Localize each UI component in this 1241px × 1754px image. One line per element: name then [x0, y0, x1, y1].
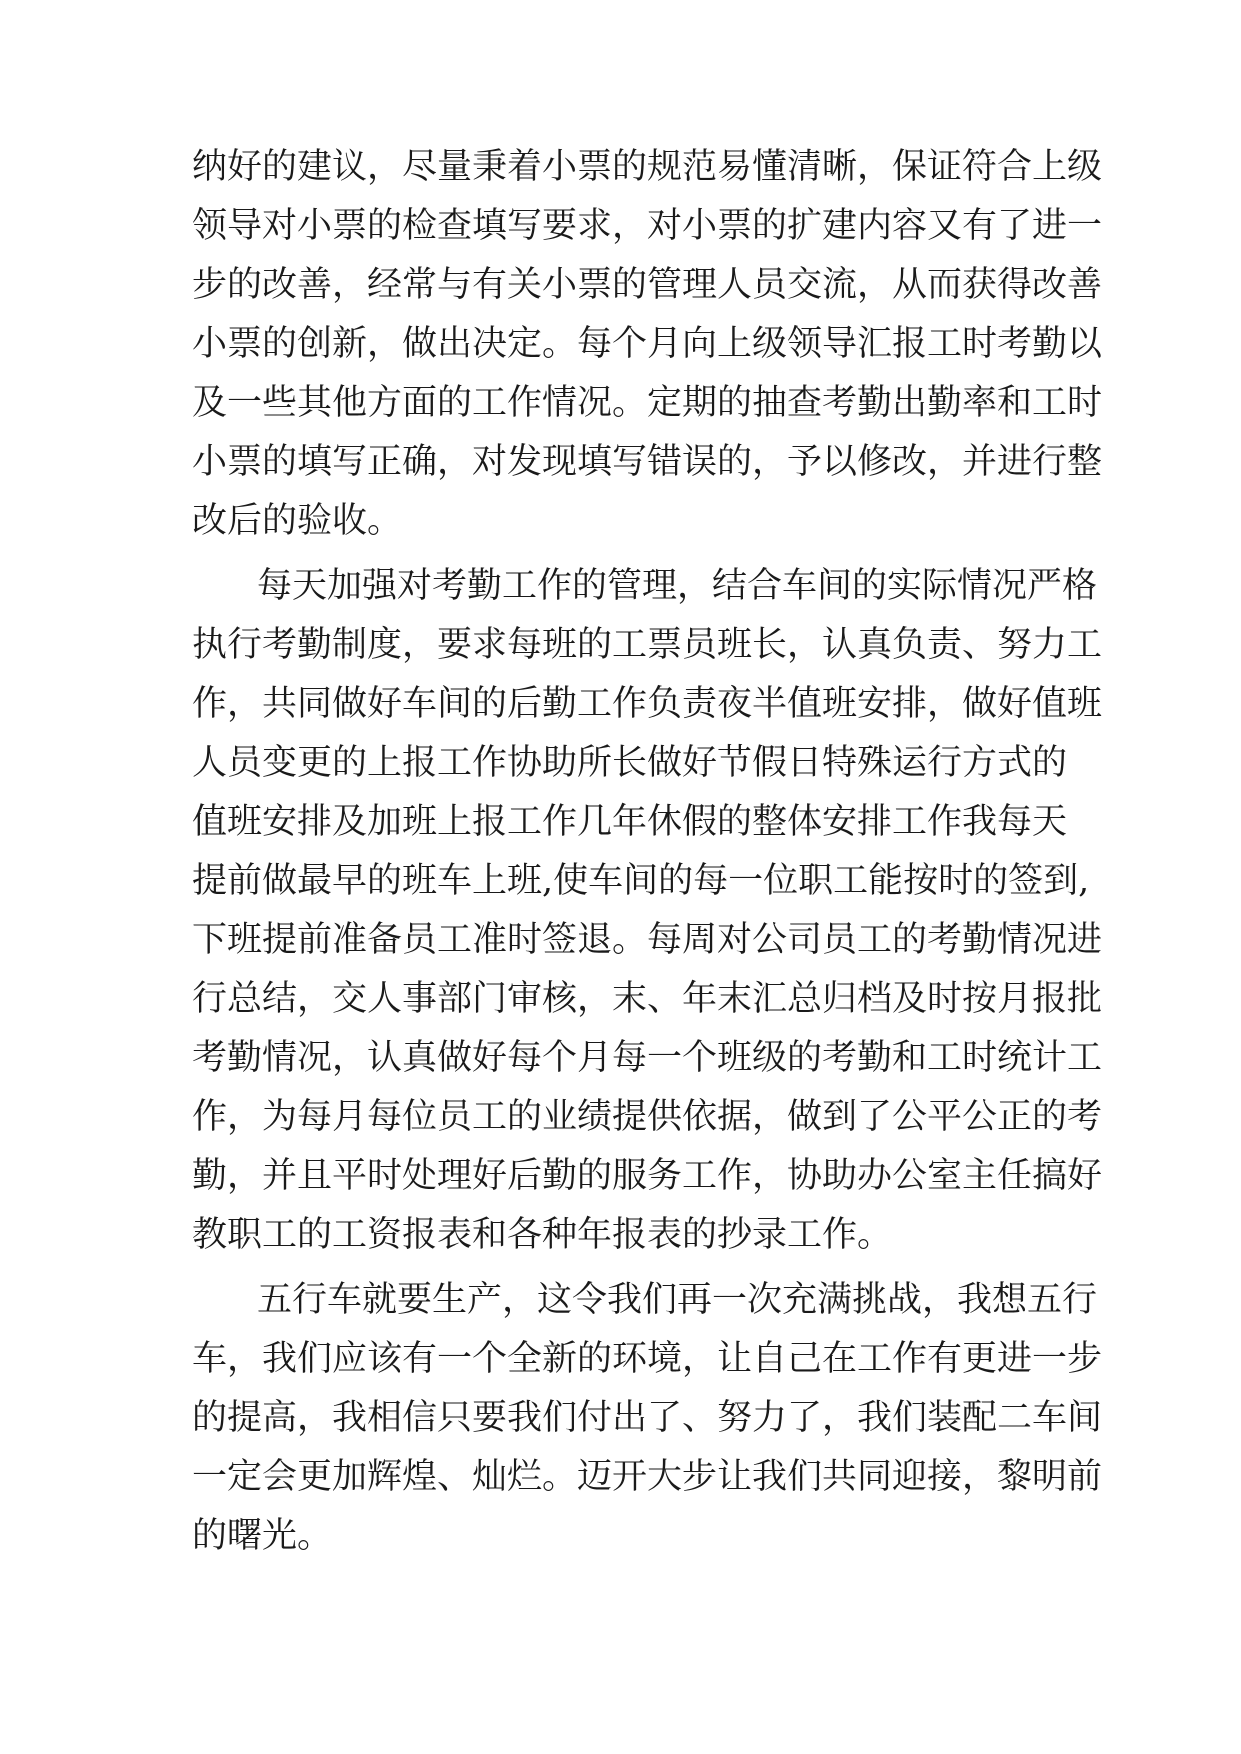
paragraph-line: 下班提前准备员工准时签退。每周对公司员工的考勤情况进 — [192, 920, 1103, 960]
paragraph-line: 五行车就要生产，这令我们再一次充满挑战，我想五行 — [257, 1280, 1098, 1320]
paragraph-line: 的提高，我相信只要我们付出了、努力了，我们装配二车间 — [192, 1398, 1103, 1438]
paragraph-line: 作，共同做好车间的后勤工作负责夜半值班安排，做好值班 — [192, 684, 1103, 724]
paragraph-line: 行总结，交人事部门审核，末、年末汇总归档及时按月报批 — [192, 979, 1103, 1019]
paragraph-line: 教职工的工资报表和各种年报表的抄录工作。 — [192, 1215, 893, 1255]
paragraph-line: 执行考勤制度，要求每班的工票员班长，认真负责、努力工 — [192, 625, 1103, 665]
paragraph-line: 小票的创新，做出决定。每个月向上级领导汇报工时考勤以 — [192, 324, 1103, 364]
paragraph-line: 每天加强对考勤工作的管理，结合车间的实际情况严格 — [257, 566, 1098, 606]
paragraph-line: 及一些其他方面的工作情况。定期的抽查考勤出勤率和工时 — [192, 383, 1103, 423]
paragraph-line: 值班安排及加班上报工作几年休假的整体安排工作我每天 — [192, 802, 1068, 842]
paragraph-line: 小票的填写正确，对发现填写错误的，予以修改，并进行整 — [192, 442, 1103, 482]
paragraph-line: 车，我们应该有一个全新的环境，让自己在工作有更进一步 — [192, 1339, 1103, 1379]
paragraph-line: 人员变更的上报工作协助所长做好节假日特殊运行方式的 — [192, 743, 1068, 783]
paragraph-line: 改后的验收。 — [192, 501, 403, 541]
paragraph-line: 勤，并且平时处理好后勤的服务工作，协助办公室主任搞好 — [192, 1156, 1103, 1196]
paragraph-line: 纳好的建议，尽量秉着小票的规范易懂清晰，保证符合上级 — [192, 147, 1103, 187]
paragraph-line: 领导对小票的检查填写要求，对小票的扩建内容又有了进一 — [192, 206, 1103, 246]
paragraph-line: 考勤情况，认真做好每个月每一个班级的考勤和工时统计工 — [192, 1038, 1103, 1078]
paragraph-line: 的曙光。 — [192, 1516, 333, 1556]
paragraph-line: 作，为每月每位员工的业绩提供依据，做到了公平公正的考 — [192, 1097, 1103, 1137]
paragraph-line: 一定会更加辉煌、灿烂。迈开大步让我们共同迎接，黎明前 — [192, 1457, 1103, 1497]
paragraph-line: 步的改善，经常与有关小票的管理人员交流，从而获得改善 — [192, 265, 1103, 305]
paragraph-line: 提前做最早的班车上班,使车间的每一位职工能按时的签到, — [192, 861, 1090, 901]
